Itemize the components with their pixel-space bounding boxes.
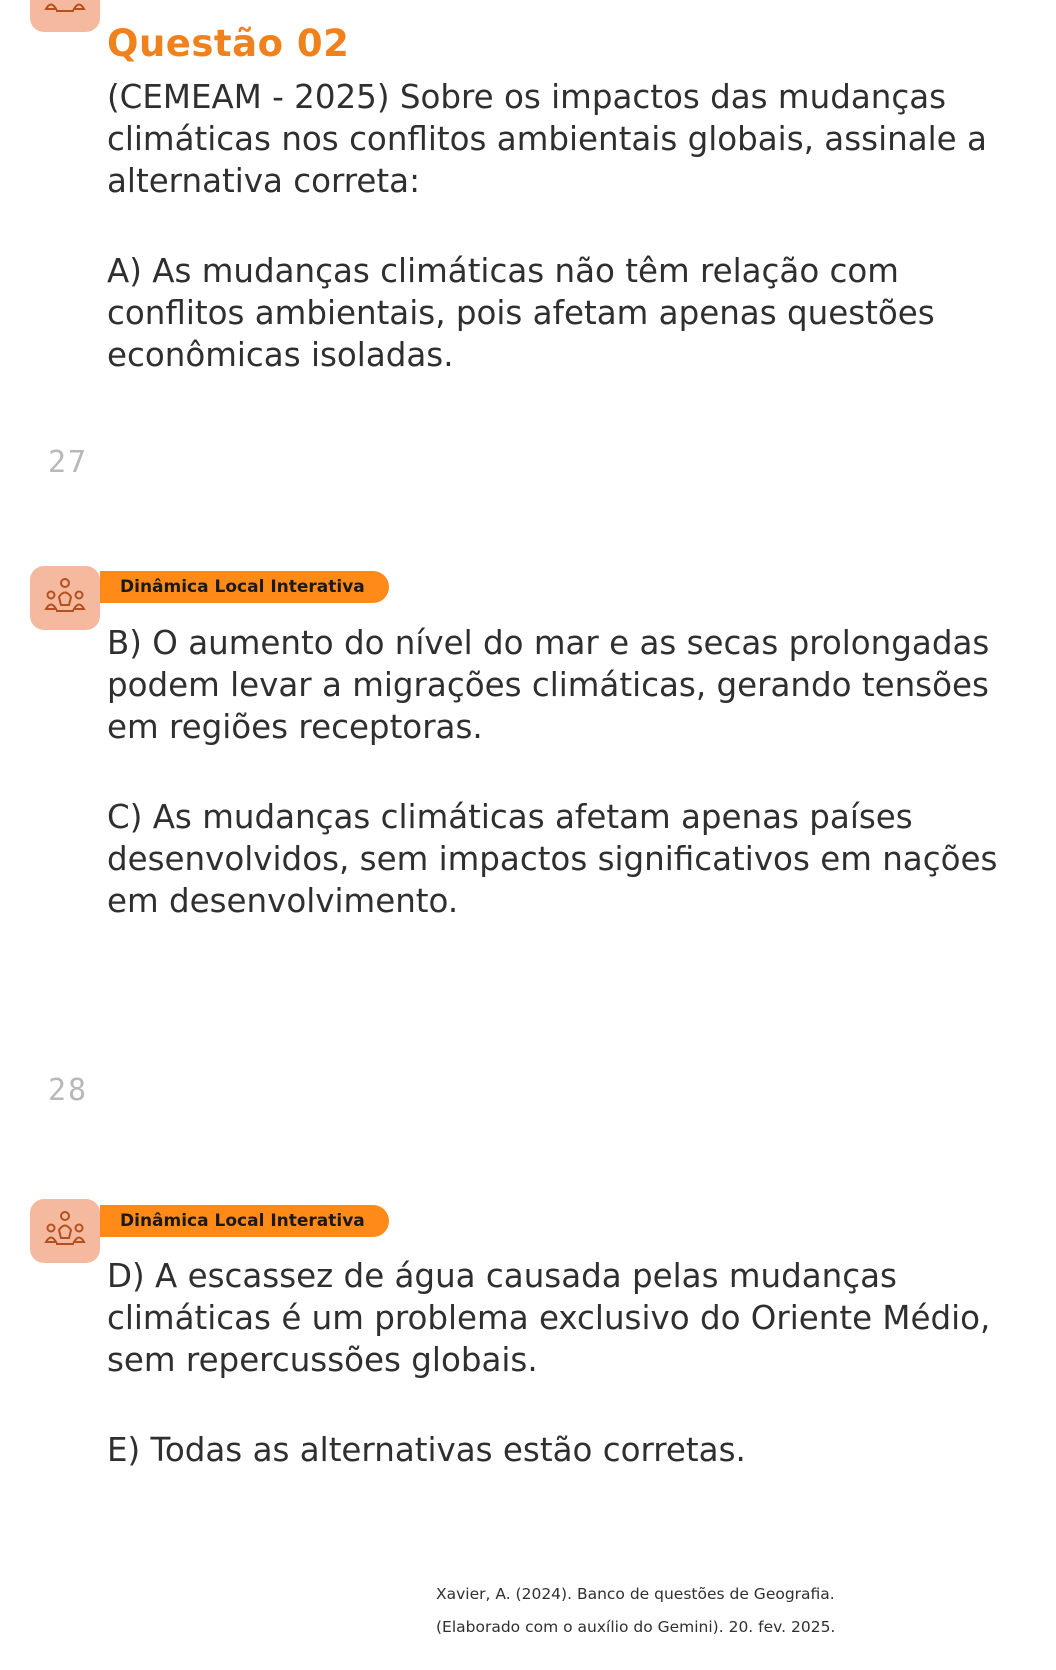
alternative-c[interactable]: C) As mudanças climáticas afetam apenas países desenvolvidos, sem impactos significativos em nações em desenvolvimento. (107, 798, 998, 920)
alternative-a[interactable]: A) As mudanças climáticas não têm relação com conflitos ambientais, pois afetam apenas questões econômicas isoladas. (107, 252, 935, 374)
people-group-icon-top (30, 0, 100, 32)
alternative-b[interactable]: B) O aumento do nível do mar e as secas prolongadas podem levar a migrações climáticas, gerando tensões em regiões receptoras. (107, 624, 990, 746)
citation-line-1: Xavier, A. (2024). Banco de questões de Geografia. (436, 1585, 835, 1603)
citation-line-2: (Elaborado com o auxílio do Gemini). 20. fev. 2025. (436, 1618, 836, 1636)
question-statement: (CEMEAM - 2025) Sobre os impactos das mudanças climáticas nos conflitos ambientais globais, assinale a alternativa correta: (107, 78, 987, 200)
dynamic-local-banner: Dinâmica Local Interativa (100, 1205, 389, 1237)
dynamic-local-banner: Dinâmica Local Interativa (100, 571, 389, 603)
question-title: Questão 02 (107, 22, 350, 65)
people-group-icon (40, 573, 90, 623)
people-group-icon (40, 1206, 90, 1256)
alternative-d[interactable]: D) A escassez de água causada pelas mudanças climáticas é um problema exclusivo do Oriente Médio, sem repercussões globais. (107, 1257, 991, 1379)
page-number: 27 (48, 445, 89, 480)
banner-icon-box (30, 1199, 100, 1263)
people-group-icon (40, 0, 90, 25)
page-number: 28 (48, 1073, 89, 1108)
alternative-e[interactable]: E) Todas as alternativas estão corretas. (107, 1431, 746, 1469)
banner-icon-box (30, 566, 100, 630)
